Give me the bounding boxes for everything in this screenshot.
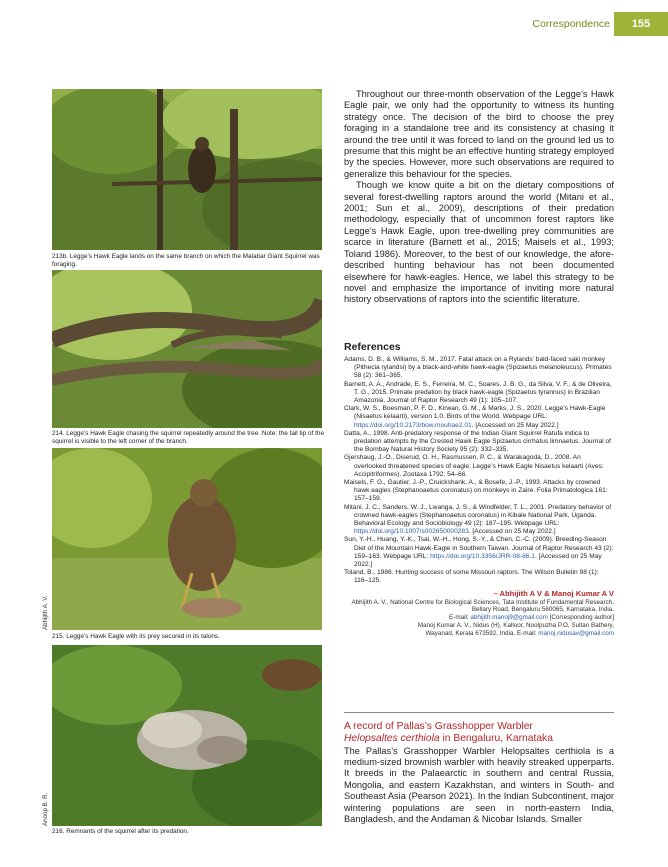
title-rest: in Bengaluru, Karnataka: [439, 733, 553, 745]
figure-caption-215: 215. Legge’s Hawk Eagle with its prey secured in its talons.: [52, 633, 220, 640]
affiliation-line: [344, 614, 614, 622]
author-affiliation: [344, 599, 614, 638]
reference-item: Adams, D. B., & Williams, S. M., 2017. Fatal attack on a Rylands’ bald-faced saki monkey (Pithecia rylandsi) by a black-and-white hawk-eagle (Spizaetus melanoleucus). Primates 58 (2): 361–365.: [344, 356, 612, 380]
references-section: [344, 341, 614, 638]
next-article: [344, 721, 614, 825]
figure-caption-214: 214. Legge’s Hawk Eagle chasing the squirrel repeatedly around the tree. Note: the tail tip of the squirrel is visible to the left corner of the branch.: [52, 430, 325, 446]
affiliation-text: Wayanad, Kerala 673592, India. E-mail:: [425, 629, 539, 637]
title-line-1: A record of Pallas’s Grasshopper Warbler: [344, 721, 533, 732]
page-number: 155: [614, 12, 668, 36]
ground-remnants-image: [52, 645, 322, 826]
article-body: [344, 89, 614, 306]
reference-text: . [Accessed on 25 May 2022.]: [468, 528, 556, 536]
reference-item: [344, 405, 614, 430]
affiliation-text: E-mail:: [449, 614, 471, 622]
forest-canopy-image: [52, 89, 322, 250]
figure-caption-216: 216. Remnants of the squirrel after its predation.: [52, 828, 189, 835]
body-paragraph-1: Throughout our three-month observation of the Legge’s Hawk Eagle pair, we only had the opportunity to witness its hunting strategy once. The decision of the bird to choose the prey foraging in a standalone tree and its consistency at chasing it around the tree until it was forced to land on the ground led us to presume that this might be an effective hunting strategy employed by the species. However, more such observations are required to generalize this behaviour for the species.: [344, 89, 614, 179]
email-link[interactable]: manoj.nidusav@gmail.com: [538, 629, 614, 637]
reference-item: [344, 504, 614, 537]
affiliation-line: Manoj Kumar A. V., Nidus (H), Kalloor, Noolpuzha P.O, Sultan Bathery,: [417, 622, 614, 630]
section-divider: [344, 712, 614, 713]
tree-branch-image: [52, 270, 322, 428]
body-paragraph-2: Though we know quite a bit on the dietary compositions of several forest-dwelling raptors around the world (Mitani et al., 2001; Sun et al., 2009), descriptions of their predation methodology, especially that of uncommon forest raptors like Legge’s Hawk Eagle, upon tree-dwelling prey communities are scarce in literature (Barnett et al., 2015; Maisels et al., 1993; Toland 1986). Moreover, to the best of our knowledge, the afore-described hunting behaviour has not been documented elsewhere for hawk-eagles. Hence, we label this strategy to be novel and emphasize the importance of inviting more natural history observations of raptors into the scientific literature.: [344, 180, 614, 305]
photo-squirrel-remnants: [52, 645, 322, 826]
next-article-text: The Pallas’s Grasshopper Warbler Helopsaltes certhiola is a medium-sized brownish warbler with heavily streaked upperparts. It breeds in the Palaearctic in southern and central Russia, Mongolia, and eastern Kazakhstan, and winters in South- and Southeast Asia (Pearson 2021). In the Indian Subcontinent, major wintering populations are seen in north-eastern India, Bangladesh, and the Andaman & Nicobar Islands. Smaller: [344, 745, 614, 825]
photo-eagle-with-prey: [52, 448, 322, 630]
reference-text: Mitani, J. C., Sanders, W. J., Lwanga, J. S., & Windfelder, T. L., 2001. Predatory behavior of crowned hawk-eagles (Stephanoaetus coronatus) in Kibale National Park, Uganda. Behavioral Ecology and Sociobiology 49 (2): 187–195. Webpage URL:: [344, 503, 612, 528]
references-heading: References: [344, 341, 401, 353]
reference-link[interactable]: https://doi.org/10.1007/s002650000283: [354, 528, 469, 536]
reference-link[interactable]: https://doi.org/10.3356/JRR-08-86.1: [430, 552, 535, 560]
affiliation-text: [Corresponding author]: [547, 614, 614, 622]
reference-link[interactable]: https://doi.org/10.2173/bow.mouhae2.01: [354, 421, 472, 429]
photo-credit-abhijith: Abhijith A. V.: [42, 595, 49, 630]
figure-caption-213b: 213b. Legge’s Hawk Eagle lands on the same branch on which the Malabar Giant Squirrel was foraging.: [52, 253, 320, 269]
section-label: Correspondence: [532, 18, 610, 30]
author-signature: – Abhijith A V & Manoj Kumar A V: [493, 588, 614, 598]
affiliation-line: [344, 630, 614, 638]
reference-item: Datta, A., 1998. Anti-predatory response of the Indian Giant Squirrel Ratufa indica to predation attempts by the Crested Hawk Eagle Spizaetus cirrhatus limnaetus. Journal of the Bombay Natural History Society 95 (2): 332–335.: [344, 429, 611, 454]
photo-eagle-chasing: [52, 270, 322, 428]
photo-eagle-on-branch: [52, 89, 322, 250]
eagle-ground-image: [52, 448, 322, 630]
reference-item: Gjershaug, J.-O., Diserud, O. H., Rasmussen, P. C., & Warakagoda, D., 2008. An overlooked threatened species of eagle: Legge’s Hawk Eagle Nisaetus kelaarti (Aves: Accipitriformes). Zootaxa 1792: 54–66.: [344, 454, 604, 478]
next-article-title: [344, 721, 614, 746]
reference-text: Sun, Y.-H., Huang, Y.-K., Tsai, W.-H., Hong, S.-Y., & Chen, C.-C. (2009). Breeding-Season Diet of the Mountain Hawk-Eagle in Southern Taiwan. Journal of Raptor Research 43 (2): 159–163. Webpage URL:: [344, 536, 614, 560]
reference-item: Barnett, A. A., Andrade, E. S., Ferreira, M. C., Soares, J. B. G., da Silva, V. F., & de Oliveira, T. G., 2015. Primate predation by black hawk-eagle (Spizaetus tyrannus) in Brazilian Amazonia. Journal of Raptor Research 49 (1): 105–107.: [344, 380, 612, 405]
species-name: Helopsaltes certhiola: [344, 733, 440, 745]
reference-text: . [Accessed on 25 May 2022.]: [354, 552, 602, 569]
reference-item: Maisels, F. G., Gautier, J.-P., Cruickshank, A., & Bosefe, J.-P., 1993. Attacks by crowned hawk eagles (Stephanoaetus coronatus) on monkeys in Zaire. Folia Primatologica 161: 157–159.: [344, 479, 608, 503]
reference-item: Toland, B., 1986. Hunting success of some Missouri raptors. The Wilson Bulletin 98 (1): 116–125.: [344, 569, 599, 585]
affiliation-line: Abhijith A. V., National Centre for Biological Sciences, Tata Institute of Fundamental Research,: [351, 598, 614, 606]
reference-text: . [Accessed on 25 May 2022.]: [471, 421, 559, 429]
reference-text: Clark, W. S., Boesman, P. F. D., Kirwan, G. M., & Marks, J. S., 2020. Legge’s Hawk-Eagle (Nisaetus kelaarti), version 1.0. Birds of the World. Webpage URL:: [344, 405, 606, 421]
title-line-2: [344, 733, 614, 745]
email-link[interactable]: abhijith.manoj9@gmail.com: [470, 614, 548, 622]
affiliation-line: Bellary Road, Bengaluru 560065, Karnataka, India.: [471, 606, 614, 614]
photo-credit-anoop: Anoop B. R.: [42, 792, 49, 826]
reference-item: [344, 536, 614, 569]
